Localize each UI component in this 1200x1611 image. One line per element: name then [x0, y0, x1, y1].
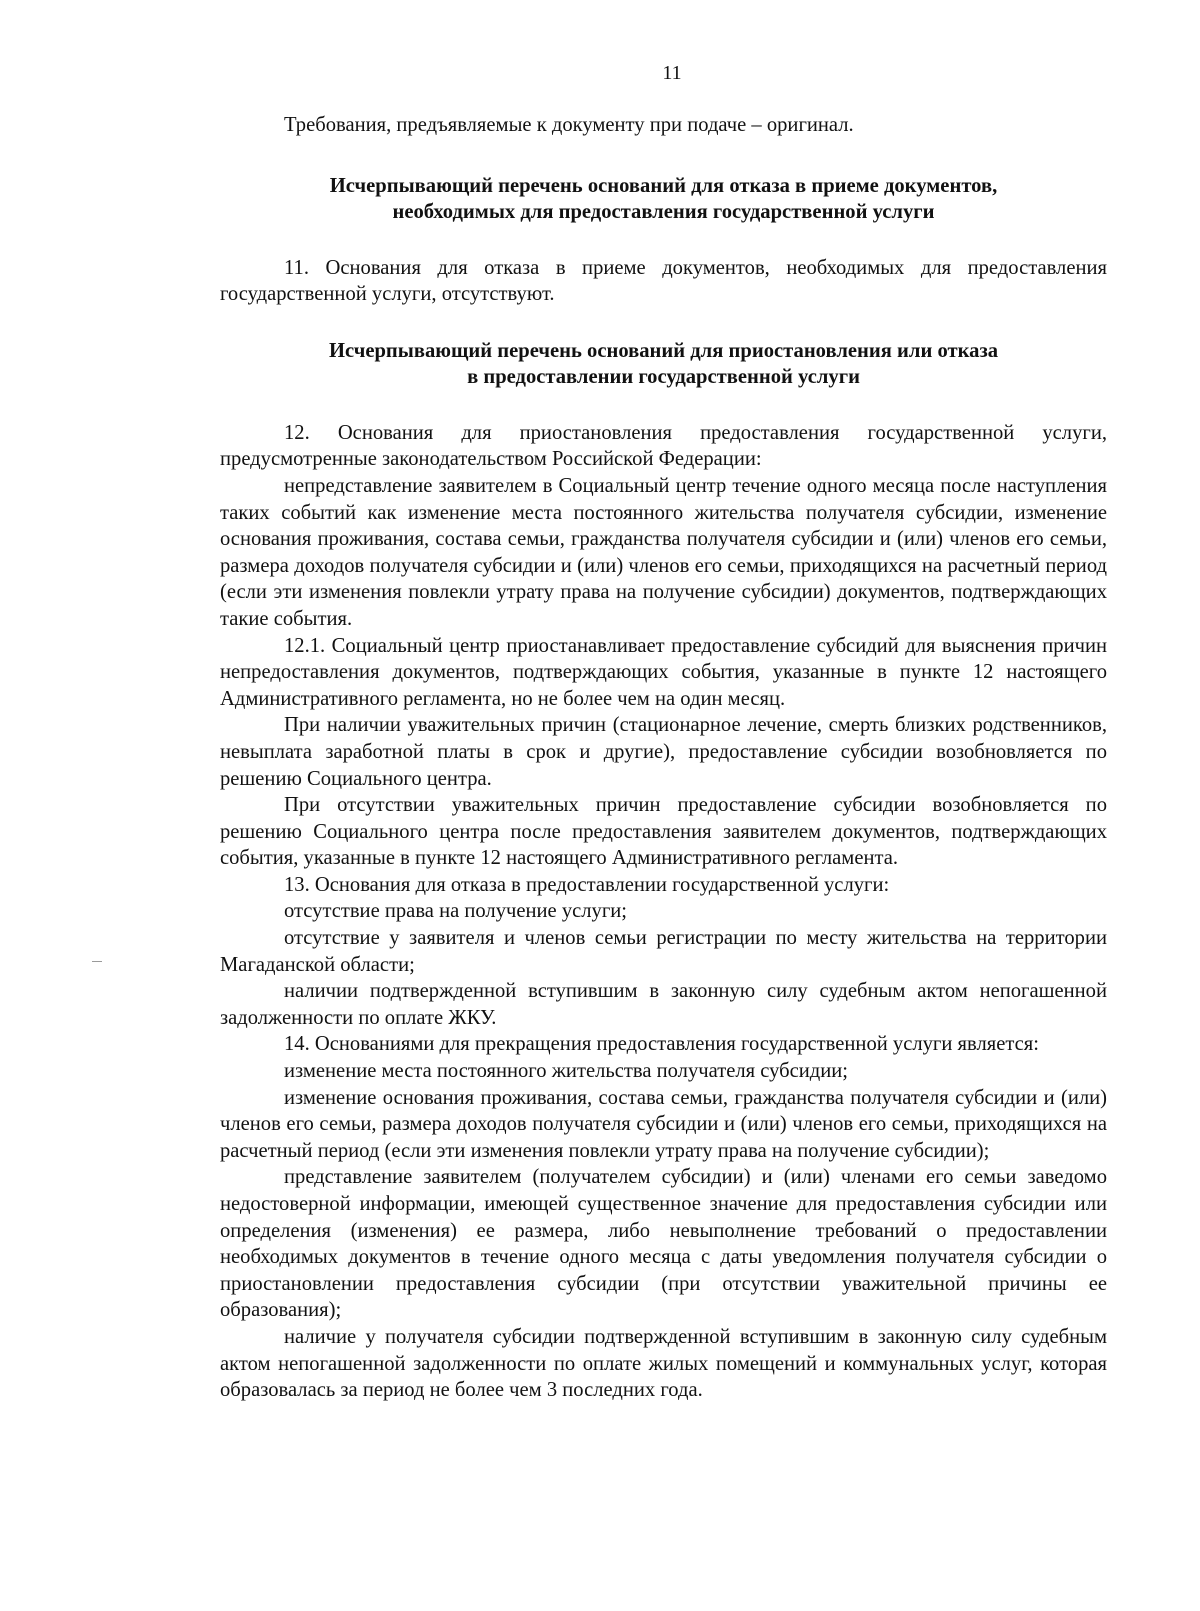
heading-line: в предоставлении государственной услуги — [467, 365, 860, 388]
paragraph-13-item: отсутствие у заявителя и членов семьи регистрации по месту жительства на территории Магаданской области; — [220, 927, 1107, 976]
section-heading-suspension-refusal — [220, 338, 1107, 390]
heading-line: Исчерпывающий перечень оснований для приостановления или отказа — [328, 339, 999, 362]
page-number: 11 — [662, 62, 682, 84]
paragraph-12-1-valid-reasons: При наличии уважительных причин (стационарное лечение, смерть близких родственников, невыплата заработной платы в срок и другие), предоставление субсидии возобновляется по решению Социального центра. — [220, 714, 1107, 790]
paragraph-12: 12. Основания для приостановления предоставления государственной услуги, предусмотренные законодательством Российской Федерации: — [220, 421, 1107, 471]
paragraph-12-1: 12.1. Социальный центр приостанавливает предоставление субсидий для выяснения причин непредоставления документов, подтверждающих события, указанные в пункте 12 настоящего Административного регламента, но не более чем на один месяц. — [220, 634, 1107, 710]
section-heading-refusal-documents — [220, 173, 1107, 225]
paragraph-12-1-no-reasons: При отсутствии уважительных причин предоставление субсидии возобновляется по решению Социального центра после предоставления заявителем документов, подтверждающих события, указанные в пункте 12 настоящего Административного регламента. — [220, 794, 1107, 870]
paragraph-12-item: непредставление заявителем в Социальный центр течение одного месяца после наступления таких событий как изменение места постоянного жительства получателя субсидии, изменение основания проживания, состава семьи, гражданства получателя субсидии и (или) членов его семьи, размера доходов получателя субсидии и (или) членов его семьи, приходящихся на расчетный период (если эти изменения повлекли утрату права на получение субсидии) документов, подтверждающих такие события. — [220, 474, 1107, 630]
scan-margin-mark — [92, 961, 102, 962]
paragraph-13-item: наличии подтвержденной вступившим в законную силу судебным актом непогашенной задолженности по оплате ЖКУ. — [220, 980, 1107, 1029]
paragraph-requirements: Требования, предъявляемые к документу при подаче – оригинал. — [284, 114, 854, 136]
paragraph-14-item: изменение места постоянного жительства получателя субсидии; — [284, 1060, 849, 1083]
paragraph-14-item: изменение основания проживания, состава семьи, гражданства получателя субсидии и (или) членов его семьи, размера доходов получателя субсидии и (или) членов его семьи, приходящихся на расчетный период (если эти изменения повлекли утрату права на получение субсидии); — [220, 1086, 1107, 1162]
paragraph-14-item: наличие у получателя субсидии подтвержденной вступившим в законную силу судебным актом непогашенной задолженности по оплате жилых помещений и коммунальных услуг, которая образовалась за период не более чем 3 последних года. — [220, 1325, 1107, 1402]
spacer — [220, 308, 1107, 338]
paragraph-13: 13. Основания для отказа в предоставлении государственной услуги: — [284, 873, 890, 896]
paragraph-13-item: отсутствие права на получение услуги; — [284, 900, 628, 923]
paragraph-14: 14. Основаниями для прекращения предоставления государственной услуги является: — [284, 1033, 1039, 1056]
heading-line: Исчерпывающий перечень оснований для отказа в приеме документов, — [329, 174, 998, 197]
spacer — [220, 390, 1107, 420]
spacer — [220, 139, 1107, 173]
paragraph-14-item: представление заявителем (получателем субсидии) и (или) членами его семьи заведомо недостоверной информации, имеющей существенное значение для предоставления субсидии или определения (изменения) ее размера, либо невыполнение требований о предоставлении необходимых документов в течение одного месяца с даты уведомления получателя субсидии о приостановлении предоставления субсидии (при отсутствии уважительной причины ее образования); — [220, 1166, 1107, 1322]
document-body — [220, 112, 1107, 1404]
spacer — [220, 225, 1107, 255]
paragraph-11: 11. Основания для отказа в приеме документов, необходимых для предоставления государственной услуги, отсутствуют. — [220, 256, 1107, 306]
heading-line: необходимых для предоставления государственной услуги — [392, 200, 935, 223]
